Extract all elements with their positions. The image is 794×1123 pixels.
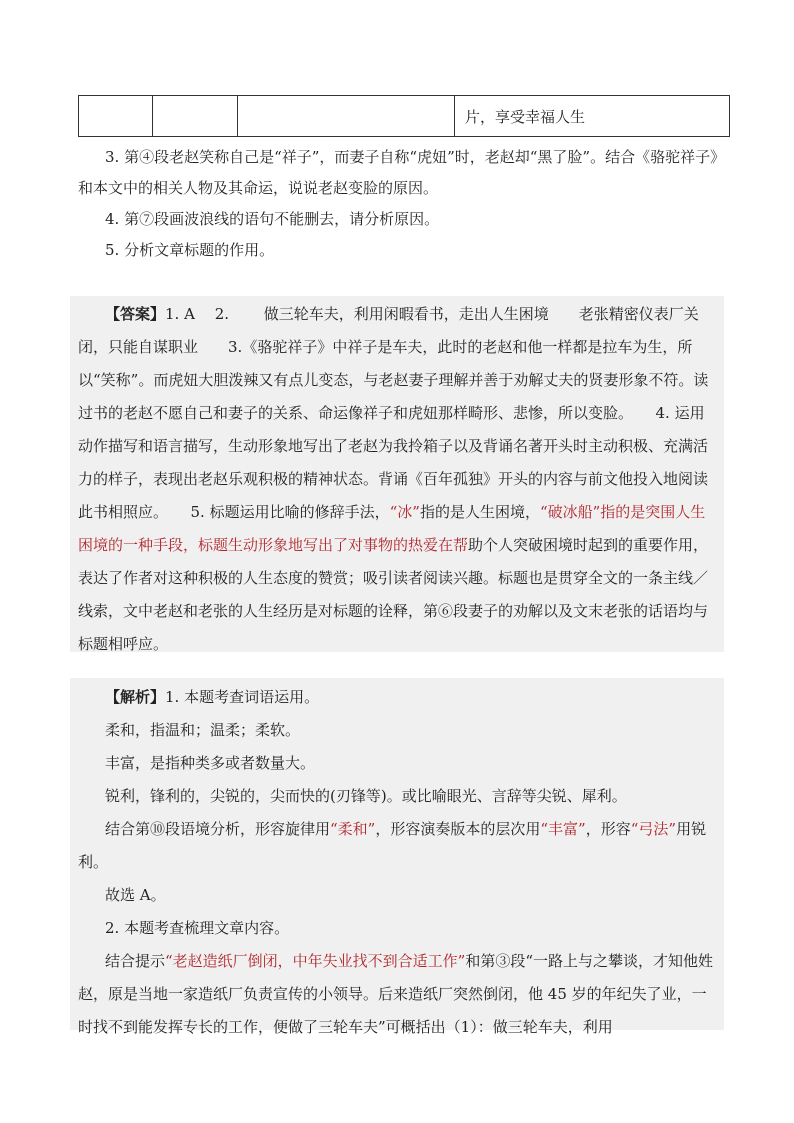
table-fragment (78, 95, 730, 137)
answer-text-2: 指的是人生困境， (419, 503, 540, 521)
answer-quote-boat: “破冰船” (539, 503, 601, 521)
analysis-text: 1. 本题考查词语运用。 (165, 688, 320, 706)
analysis-line-3: 丰富，是指种类多或者数量大。 (105, 754, 316, 772)
question-5: 5. 分析文章标题的作用。 (105, 241, 275, 259)
analysis-text: 可概括出（1）：做三轮车夫，利用 (385, 1018, 613, 1036)
quote-paragraph-3: “一路上与之攀谈，才知他姓赵，原是当地一家造纸厂负责宣传的小领导。后来造纸厂突然倒闭，他 45 岁的年纪失了业，一时找不到能发挥专长的工作，便做了三轮车夫” (78, 952, 714, 1036)
table-cell (79, 96, 153, 137)
analysis-line-7: 2. 本题考查梳理文章内容。 (105, 919, 290, 937)
analysis-line-4: 锐利，锋利的，尖锐的，尖而快的(刃锋等)。或比喻眼光、言辞等尖锐、犀利。 (105, 787, 627, 805)
answer-tag: 【答案】 (105, 305, 166, 323)
analysis-text: 和第③段 (465, 952, 526, 970)
analysis-line-2: 柔和，指温和；温柔；柔软。 (105, 721, 301, 739)
question-3: 3. 第④段老赵笑称自己是“祥子”，而妻子自称“虎妞”时，老赵却“黑了脸”。结合《骆驼祥子》和本文中的相关人物及其命运，说说老赵变脸的原因。 (78, 148, 726, 197)
table-cell (153, 96, 238, 137)
answer-quote-ice: “冰” (389, 503, 420, 521)
analysis-text: 结合第⑩段语境分析，形容旋律用 (105, 820, 331, 838)
table-cell: 片，享受幸福人生 (455, 96, 730, 137)
quote-gongfa: “弓法” (630, 820, 677, 838)
analysis-text: ，形容演奏版本的层次用 (375, 820, 541, 838)
analysis-tag: 【解析】 (105, 688, 166, 706)
analysis-line-1 (78, 681, 716, 714)
question-list (78, 142, 728, 266)
table-cell (238, 96, 455, 137)
analysis-text: 用锐利。 (78, 820, 707, 871)
answer-paragraph (78, 298, 716, 661)
quote-rouhe: “柔和” (330, 820, 376, 838)
quote-fengfu: “丰富” (540, 820, 586, 838)
analysis-line-6: 故选 A。 (105, 886, 166, 904)
answer-text-1: 1. A 2. 做三轮车夫，利用闲暇看书，走出人生困境 老张精密仪表厂关闭，只能自谋职业 3.《骆驼祥子》中祥子是车夫，此时的老赵和他一样都是拉车为生，所以“笑称”。而虎妞大胆泼辣又有点儿变态，与老赵妻子理解并善于劝解丈夫的贤妻形象不符。读过书的老赵不愿自己和妻子的关系、命运像祥子和虎妞那样畸形、悲惨，所以变脸。 4. 运用动作描写和语言描写，生动形象地写出了老赵为我拎箱子以及背诵名著开头时主动积极、充满活力的样子，表现出老赵乐观积极的精神状态。背诵《百年孤独》开头的内容与前文他投入地阅读此书相照应。 5. 标题运用比喻的修辞手法， (78, 305, 709, 521)
answer-text-3: 指的是突围人生困境的一种手段，标题生动形象地写出了对事物的热爱在帮 (78, 503, 706, 554)
analysis-text: 结合提示 (105, 952, 166, 970)
analysis-text: ，形容 (585, 820, 631, 838)
quote-hint: “老赵造纸厂倒闭，中年失业找不到合适工作” (165, 952, 466, 970)
answer-section (70, 296, 724, 652)
analysis-line-8 (78, 945, 716, 1044)
analysis-line-5 (78, 813, 716, 879)
analysis-section (70, 678, 724, 1036)
answer-text-4: 助个人突破困境时起到的重要作用，表达了作者对这种积极的人生态度的赞赏；吸引读者阅读兴趣。标题也是贯穿全文的一条主线／线索，文中老赵和老张的人生经历是对标题的诠释，第⑥段妻子的劝解以及文末老张的话语均与标题相呼应。 (78, 536, 709, 653)
table-row (79, 96, 730, 137)
question-4: 4. 第⑦段画波浪线的语句不能删去，请分析原因。 (105, 210, 440, 228)
